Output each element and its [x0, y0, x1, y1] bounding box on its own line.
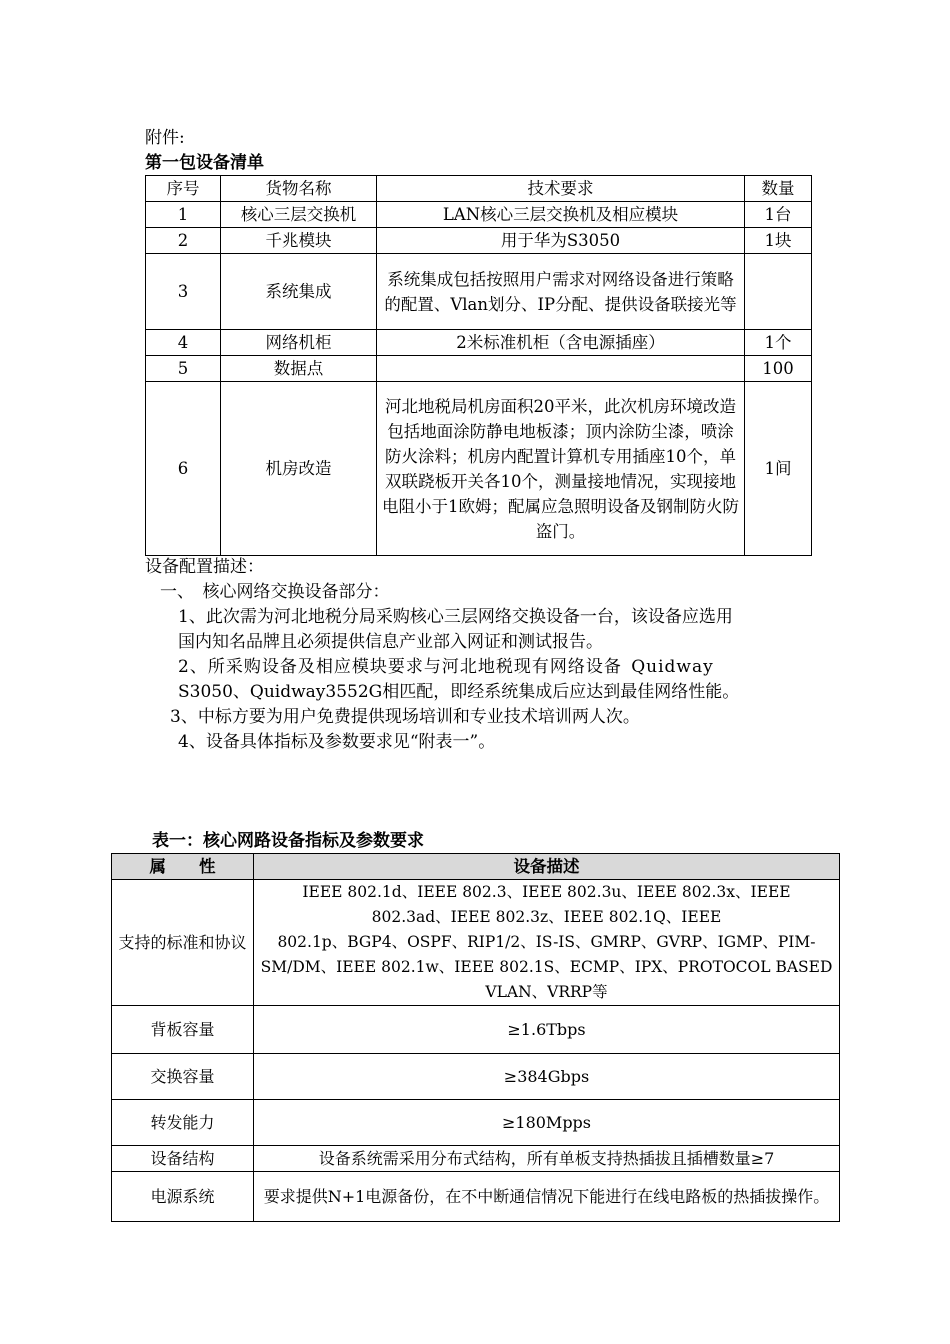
table-row — [146, 228, 812, 254]
cell-req: 用于华为S3050 — [377, 228, 745, 254]
cell-no: 3 — [146, 254, 221, 330]
cell-name: 网络机柜 — [221, 330, 377, 356]
standards-line: SM/DM、IEEE 802.1w、IEEE 802.1S、ECMP、IPX、PROTOCOL BASED — [260, 958, 833, 976]
standards-line: 802.3ad、IEEE 802.3z、IEEE 802.1Q、IEEE — [371, 908, 722, 926]
cell-qty: 1块 — [745, 228, 812, 254]
cell-desc-standards — [254, 880, 840, 1006]
cell-desc: ≥384Gbps — [254, 1054, 840, 1100]
spec-table — [111, 853, 840, 1222]
cell-attr: 转发能力 — [112, 1100, 254, 1146]
paragraph-2a: 2、所采购设备及相应模块要求与河北地税现有网络设备 Quidway — [178, 657, 714, 677]
cell-name: 千兆模块 — [221, 228, 377, 254]
cell-attr: 背板容量 — [112, 1006, 254, 1054]
paragraph-1a: 1、此次需为河北地税分局采购核心三层网络交换设备一台，该设备应选用 — [178, 607, 733, 627]
table-row — [112, 1146, 840, 1172]
cell-qty: 1台 — [745, 202, 812, 228]
header-name: 货物名称 — [221, 176, 377, 202]
header-no: 序号 — [146, 176, 221, 202]
table-row — [146, 254, 812, 330]
standards-line: IEEE 802.1d、IEEE 802.3、IEEE 802.3u、IEEE 802.3x、IEEE — [302, 883, 791, 901]
cell-no: 5 — [146, 356, 221, 382]
header-attr: 属 性 — [112, 854, 254, 880]
cell-no: 6 — [146, 382, 221, 556]
cell-req: LAN核心三层交换机及相应模块 — [377, 202, 745, 228]
table2-title: 表一：核心网路设备指标及参数要求 — [152, 831, 424, 851]
table-row — [112, 1054, 840, 1100]
cell-desc: 要求提供N+1电源备份，在不中断通信情况下能进行在线电路板的热插拔操作。 — [254, 1172, 840, 1222]
cell-desc: ≥1.6Tbps — [254, 1006, 840, 1054]
header-qty: 数量 — [745, 176, 812, 202]
cell-attr: 支持的标准和协议 — [112, 880, 254, 1006]
paragraph-2b: S3050、Quidway3552G相匹配，即经系统集成后应达到最佳网络性能。 — [178, 682, 740, 702]
cell-name: 机房改造 — [221, 382, 377, 556]
cell-attr: 交换容量 — [112, 1054, 254, 1100]
list-title: 第一包设备清单 — [145, 153, 264, 173]
cell-attr: 电源系统 — [112, 1172, 254, 1222]
cell-no: 1 — [146, 202, 221, 228]
cell-qty: 1个 — [745, 330, 812, 356]
table-header-row — [146, 176, 812, 202]
equipment-list-table — [145, 175, 812, 556]
cell-req: 河北地税局机房面积20平米，此次机房环境改造包括地面涂防静电地板漆；顶内涂防尘漆，喷涂防火涂料；机房内配置计算机专用插座10个，单双联跷板开关各10个，测量接地情况，实现接地电阻小于1欧姆；配属应急照明设备及钢制防火防盗门。 — [377, 382, 745, 556]
cell-desc: ≥180Mpps — [254, 1100, 840, 1146]
table-row — [112, 880, 840, 1006]
standards-line: 802.1p、BGP4、OSPF、RIP1/2、IS-IS、GMRP、GVRP、IGMP、PIM- — [277, 933, 816, 951]
paragraph-3: 3、中标方要为用户免费提供现场培训和专业技术培训两人次。 — [170, 707, 640, 727]
paragraph-4: 4、设备具体指标及参数要求见“附表一”。 — [178, 732, 496, 752]
cell-no: 4 — [146, 330, 221, 356]
table-header-row — [112, 854, 840, 880]
cell-name: 系统集成 — [221, 254, 377, 330]
section-heading: 一、 核心网络交换设备部分： — [160, 582, 390, 602]
cell-qty: 1间 — [745, 382, 812, 556]
table-row — [112, 1100, 840, 1146]
cell-req — [377, 356, 745, 382]
cell-no: 2 — [146, 228, 221, 254]
cell-attr: 设备结构 — [112, 1146, 254, 1172]
cell-name: 核心三层交换机 — [221, 202, 377, 228]
cell-req: 2米标准机柜（含电源插座） — [377, 330, 745, 356]
attachment-label: 附件: — [145, 128, 185, 148]
paragraph-1b: 国内知名品牌且必须提供信息产业部入网证和测试报告。 — [178, 632, 603, 652]
config-heading: 设备配置描述： — [145, 557, 264, 577]
cell-qty: 100 — [745, 356, 812, 382]
cell-req: 系统集成包括按照用户需求对网络设备进行策略的配置、Vlan划分、IP分配、提供设备联接光等 — [377, 254, 745, 330]
standards-line: VLAN、VRRP等 — [485, 983, 608, 1001]
table-row — [146, 382, 812, 556]
header-desc: 设备描述 — [254, 854, 840, 880]
cell-desc: 设备系统需采用分布式结构，所有单板支持热插拔且插槽数量≥7 — [254, 1146, 840, 1172]
table-row — [146, 202, 812, 228]
table-row — [146, 330, 812, 356]
header-req: 技术要求 — [377, 176, 745, 202]
table-row — [112, 1172, 840, 1222]
cell-qty — [745, 254, 812, 330]
cell-name: 数据点 — [221, 356, 377, 382]
table-row — [146, 356, 812, 382]
table-row — [112, 1006, 840, 1054]
